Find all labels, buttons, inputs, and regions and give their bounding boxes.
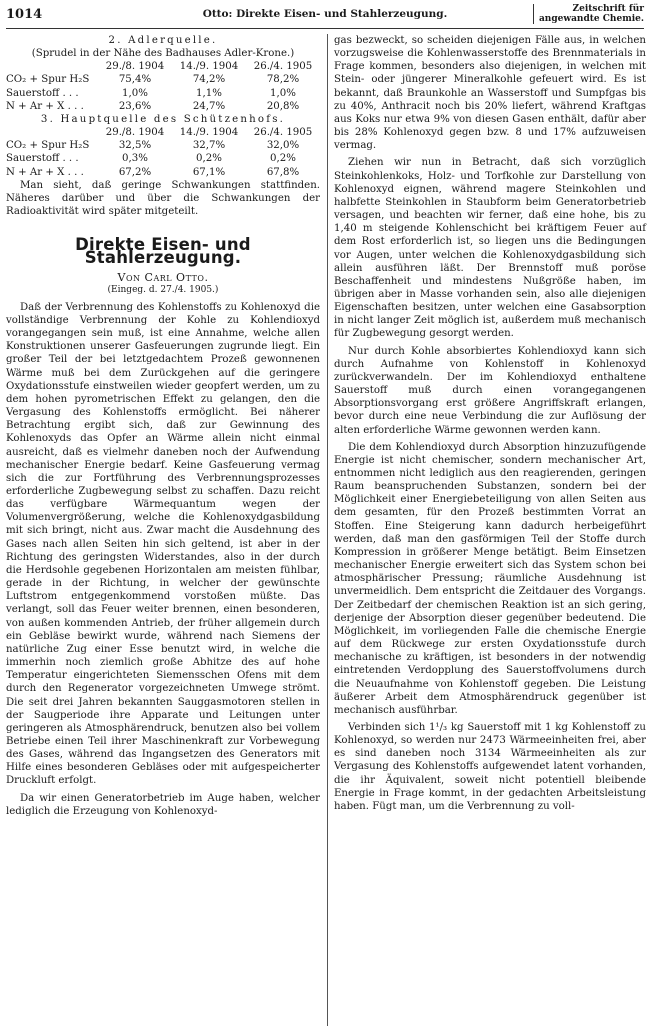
- spring3-date-row: [6, 126, 320, 139]
- article-author: Von Carl Otto.: [117, 270, 209, 284]
- page-number: 1014: [6, 7, 43, 22]
- gas-label: N + Ar + X . . .: [6, 166, 84, 178]
- table-row: [6, 152, 320, 165]
- running-title: Otto: Direkte Eisen- und Stahlerzeugung.: [202, 8, 448, 20]
- table-row: [6, 139, 320, 152]
- gas-value: 78,2%: [266, 74, 300, 86]
- spring2-subtitle: (Sprudel in der Nähe des Badhauses Adler-Krone.): [31, 48, 295, 60]
- gas-value: 1,0%: [122, 87, 148, 99]
- article-title: Direkte Eisen- und Stahlerzeugung.: [75, 235, 251, 268]
- gas-value: 1,1%: [196, 87, 222, 99]
- gas-value: 67,1%: [192, 166, 226, 178]
- gas-value: 1,0%: [270, 87, 296, 99]
- body-paragraph: gas bezweckt, so scheiden diejenigen Fälle aus, in welchen vorzugsweise die Kohlenwasserstoffe des Brennmaterials in Frage kommen, besonders also diejenigen, in welchen mit Stein- oder jüngerer Mineralkohle gefeuert wird. Es ist bekannt, daß Braunkohle an Wasserstoff und Sumpfgas bis zu 40%, Anthracit noch bis 20% liefert, während Kraftgas aus Koks nur etwa 9% von diesen Gasen enthält, dafür aber bis 28% Kohlenoxyd gegen bzw. 8 und 17% aufzuweisen vermag.: [334, 35, 646, 152]
- body-paragraph: Die dem Kohlendioxyd durch Absorption hinzuzufügende Energie ist nicht chemischer, sondern mechanischer Art, entnommen nicht lediglich aus den reagierenden, geringen Raum beanspruchenden Substanzen, sondern bei der Möglichkeit einer Energiebeteiligung von allen Seiten aus dem gesamten, für den Prozeß bestimmten Vorrat an Stoffen. Eine Steigerung kann dadurch herbeigeführt werden, daß man den gasförmigen Teil der Stoffe durch Kompression in größerer Menge betätigt. Beim Einsetzen mechanischer Energie erweitert sich das System schon bei atmosphärischer Pressung; räumliche Ausdehnung ist unvermeidlich. Dem entspricht die Zeitdauer des Vorgangs. Der Zeitbedarf der chemischen Reaktion ist an sich gering, derjenige der Absorption dieser gegenüber bedeutend. Die Möglichkeit, im vorliegenden Falle die chemische Energie auf dem Rückwege zur ersten Oxydationsstufe durch mechanische zu kräftigen, ist besonders in der notwendig eintretenden Verdopplung des Sauerstoffvolumens durch die Neuaufnahme von Kohlenstoff gegeben. Die Leistung äußerer Arbeit dem Atmosphärendruck gegenüber ist mechanisch ausführbar.: [334, 441, 646, 716]
- gas-value: 74,2%: [192, 74, 226, 86]
- table-row: [6, 87, 320, 100]
- gas-label: Sauerstoff . . .: [6, 87, 79, 99]
- spring2-heading: 2. Adlerquelle.: [108, 35, 218, 46]
- spring3-date: 29./8. 1904: [105, 127, 165, 139]
- body-paragraph: Ziehen wir nun in Betracht, daß sich vorzüglich Steinkohlenkoks, Holz- und Torfkohle zur Darstellung von Kohlenoxyd eignen, während magere Steinkohlen und halbfette Steinkohlen in Staubform beim Generatorbetrieb versagen, und beachten wir ferner, daß eine hohe, bis zu 1,40 m steigende Kohlenschicht bei kräftigem Feuer auf dem Rost erforderlich ist, so liegen uns die Bedingungen vor Augen, unter welchen die Kohlenoxydgasbildung sich allein ausführen läßt. Der Brennstoff muß poröse Beschaffenheit und mindestens Nußgröße haben, im übrigen aber in Masse vorhanden sein, also alle diejenigen Eigenschaften besitzen, unter welchen eine Gasabsorption in nicht langer Zeit möglich ist, außerdem muß mechanisch für Zugbewegung gesorgt werden.: [334, 157, 646, 340]
- gas-value: 0,2%: [196, 153, 222, 165]
- spring3-date: 14./9. 1904: [179, 127, 239, 139]
- gas-value: 20,8%: [266, 100, 300, 112]
- spring2-date: 26./4. 1905: [253, 61, 313, 73]
- gas-value: 32,5%: [118, 140, 152, 152]
- gas-value: 23,6%: [118, 100, 152, 112]
- spring3-table: [6, 126, 320, 179]
- spring2-date: 14./9. 1904: [179, 61, 239, 73]
- gas-value: 67,2%: [118, 166, 152, 178]
- gas-label: N + Ar + X . . .: [6, 100, 84, 112]
- body-paragraph: Da wir einen Generatorbetrieb im Auge haben, welcher lediglich die Erzeugung von Kohlenoxyd-: [6, 792, 320, 817]
- gas-label: CO₂ + Spur H₂S: [6, 140, 90, 152]
- spring2-date: 29./8. 1904: [105, 61, 165, 73]
- gas-value: 67,8%: [266, 166, 300, 178]
- spring2-table: [6, 60, 320, 113]
- spring3-date: 26./4. 1905: [253, 127, 313, 139]
- table-row: [6, 73, 320, 86]
- table-row: [6, 166, 320, 179]
- journal-name-line2: angewandte Chemie.: [538, 14, 644, 24]
- page-header: [6, 4, 644, 29]
- gas-value: 0,2%: [270, 153, 296, 165]
- closing-note: Man sieht, daß geringe Schwankungen stattfinden. Näheres darüber und über die Schwankungen der Radioaktivität wird später mitgeteilt.: [6, 179, 320, 218]
- gas-label: CO₂ + Spur H₂S: [6, 74, 90, 86]
- gas-value: 32,7%: [192, 140, 226, 152]
- gas-value: 32,0%: [266, 140, 300, 152]
- table-row: [6, 100, 320, 113]
- gas-label: Sauerstoff . . .: [6, 153, 79, 165]
- journal-name: [533, 4, 644, 24]
- body-paragraph: Daß der Verbrennung des Kohlenstoffs zu Kohlenoxyd die vollständige Verbrennung der Kohle zu Kohlendioxyd vorangegangen sein muß, ist eine Annahme, welche allen Konstruktionen unserer Gasfeuerungen zugrunde liegt. Ein großer Teil der bei letztgedachtem Prozeß gewonnenen Wärme muß bei dem Zurückgehen auf die geringere Oxydationsstufe einstweilen wieder geopfert werden, um zu dem hohen pyrometrischen Effekt zu gelangen, den die Vergasung des Kohlenstoffs ermöglicht. Bei näherer Betrachtung ergibt sich, daß zur Gewinnung des Kohlenoxyds das Opfer an Wärme allein nicht einmal ausreicht, daß es vielmehr daneben noch der Aufwendung mechanischer Energie bedarf. Keine Gasfeuerung vermag sich die zur Fortführung des Verbrennungsprozesses erforderliche Zugbewegung selbst zu schaffen. Dazu reicht das verfügbare Wärmequantum wegen der Volumenvergrößerung, welche die Kohlenoxydgasbildung mit sich bringt, nicht aus. Zwar macht die Ausdehnung des Gases nach allen Seiten hin sich geltend, ist aber in der Richtung des geringsten Widerstandes, also in der durch die Herdsohle gegebenen Horizontalen am meisten fühlbar, gerade in der Richtung, in welcher der gewünschte Luftstrom entgegenkommend vorstoßen müßte. Das verlangt, soll das Feuer weiter brennen, einen besonderen, von außen kommenden Antrieb, der früher allgemein durch ein Gebläse bewirkt wurde, während nach Siemens der natürliche Zug einer Esse benutzt wird, in welche die immerhin noch ziemlich große Abhitze des auf hohe Temperatur eingerichteten Siemensschen Ofens mit dem durch den Regenerator vorgezeichneten Umwege strömt. Die seit drei Jahren bekannten Sauggasmotoren stellen in der Saugperiode ihre Apparate und Leitungen unter geringeren als Atmosphärendruck, benutzen also bei vollem Betriebe einen Teil ihrer Maschinenkraft zur Vorbewegung des Gases, während das Ingangsetzen des Generators mit Hilfe eines besonderen Gebläses oder mit aufgespeicherter Druckluft erfolgt.: [6, 301, 320, 787]
- spring2-date-row: [6, 60, 320, 73]
- left-column: [6, 34, 320, 818]
- gas-value: 0,3%: [122, 153, 148, 165]
- column-divider: [327, 34, 328, 1026]
- body-paragraph: Nur durch Kohle absorbiertes Kohlendioxyd kann sich durch Aufnahme von Kohlenstoff in Kohlenoxyd zurückverwandeln. Der im Kohlendioxyd enthaltene Sauerstoff muß durch einen vorangegangenen Absorptionsvorgang erst größere Angriffskraft erlangen, bevor durch eine neue Verbindung die zur Auflösung der alten erforderliche Wärme gewonnen werden kann.: [334, 345, 646, 436]
- right-column: [334, 34, 646, 813]
- journal-name-line1: Zeitschrift für: [572, 4, 644, 14]
- spring3-heading: 3. Hauptquelle des Schützenhofs.: [40, 113, 286, 125]
- gas-value: 75,4%: [118, 74, 152, 86]
- body-paragraph: Verbinden sich 1¹/₃ kg Sauerstoff mit 1 kg Kohlenstoff zu Kohlenoxyd, so werden nur 2473 Wärmeeinheiten frei, aber es sind daneben noch 3134 Wärmeeinheiten als zur Vergasung des Kohlenstoffs aufgewendet latent vorhanden, die ihr Äquivalent, soweit nicht potentiell bleibende Energie in Frage kommt, in der gedachten Arbeitsleistung haben. Fügt man, um die Verbrennung zu voll-: [334, 721, 646, 812]
- received-date: (Eingeg. d. 27./4. 1905.): [107, 284, 219, 295]
- gas-value: 24,7%: [192, 100, 226, 112]
